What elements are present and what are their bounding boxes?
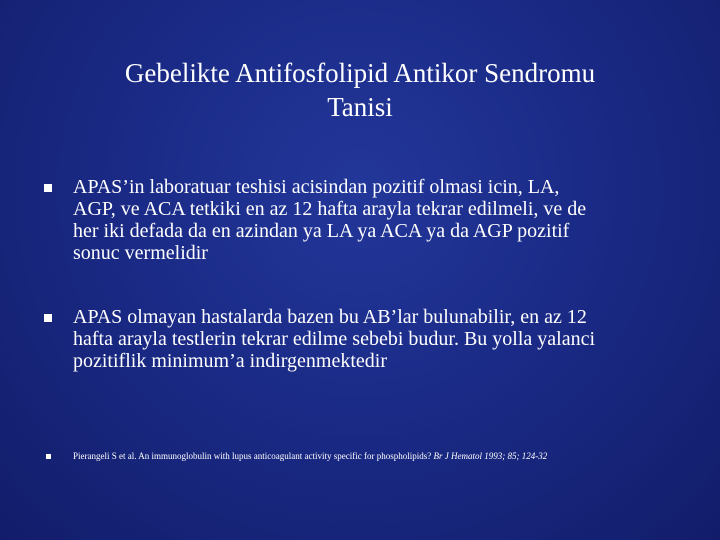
- square-bullet-icon: [46, 454, 51, 459]
- slide-title: [60, 56, 660, 124]
- square-bullet-icon: [44, 314, 52, 322]
- bullet-1-line: sonuc vermelidir: [73, 242, 208, 264]
- bullet-2-line: APAS olmayan hastalarda bazen bu AB’lar bulunabilir, en az 12: [73, 306, 587, 328]
- square-bullet-icon: [44, 184, 52, 192]
- bullet-2-line: hafta arayla testlerin tekrar edilme sebebi budur. Bu yolla yalanci: [73, 328, 596, 350]
- bullet-text-2: [73, 306, 683, 372]
- reference-authors: Pierangeli S et al.: [73, 451, 139, 461]
- reference-journal: Br J Hematol 1993; 85; 124-32: [433, 451, 548, 461]
- bullet-1-line: AGP, ve ACA tetkiki en az 12 hafta arayla tekrar edilmeli, ve de: [73, 198, 587, 220]
- bullet-1-line: APAS’in laboratuar teshisi acisindan pozitif olmasi icin, LA,: [73, 176, 560, 198]
- reference-title: An immunoglobulin with lupus anticoagulant activity specific for phospholipids?: [138, 451, 434, 461]
- bullet-text-1: [73, 176, 683, 264]
- reference-text: [73, 450, 693, 462]
- slide-title-line-2: Tanisi: [327, 92, 393, 122]
- bullet-1-line: her iki defada da en azindan ya LA ya ACA ya da AGP pozitif: [73, 220, 570, 242]
- slide-title-line-1: Gebelikte Antifosfolipid Antikor Sendromu: [124, 58, 596, 88]
- bullet-2-line: pozitiflik minimum’a indirgenmektedir: [73, 350, 388, 372]
